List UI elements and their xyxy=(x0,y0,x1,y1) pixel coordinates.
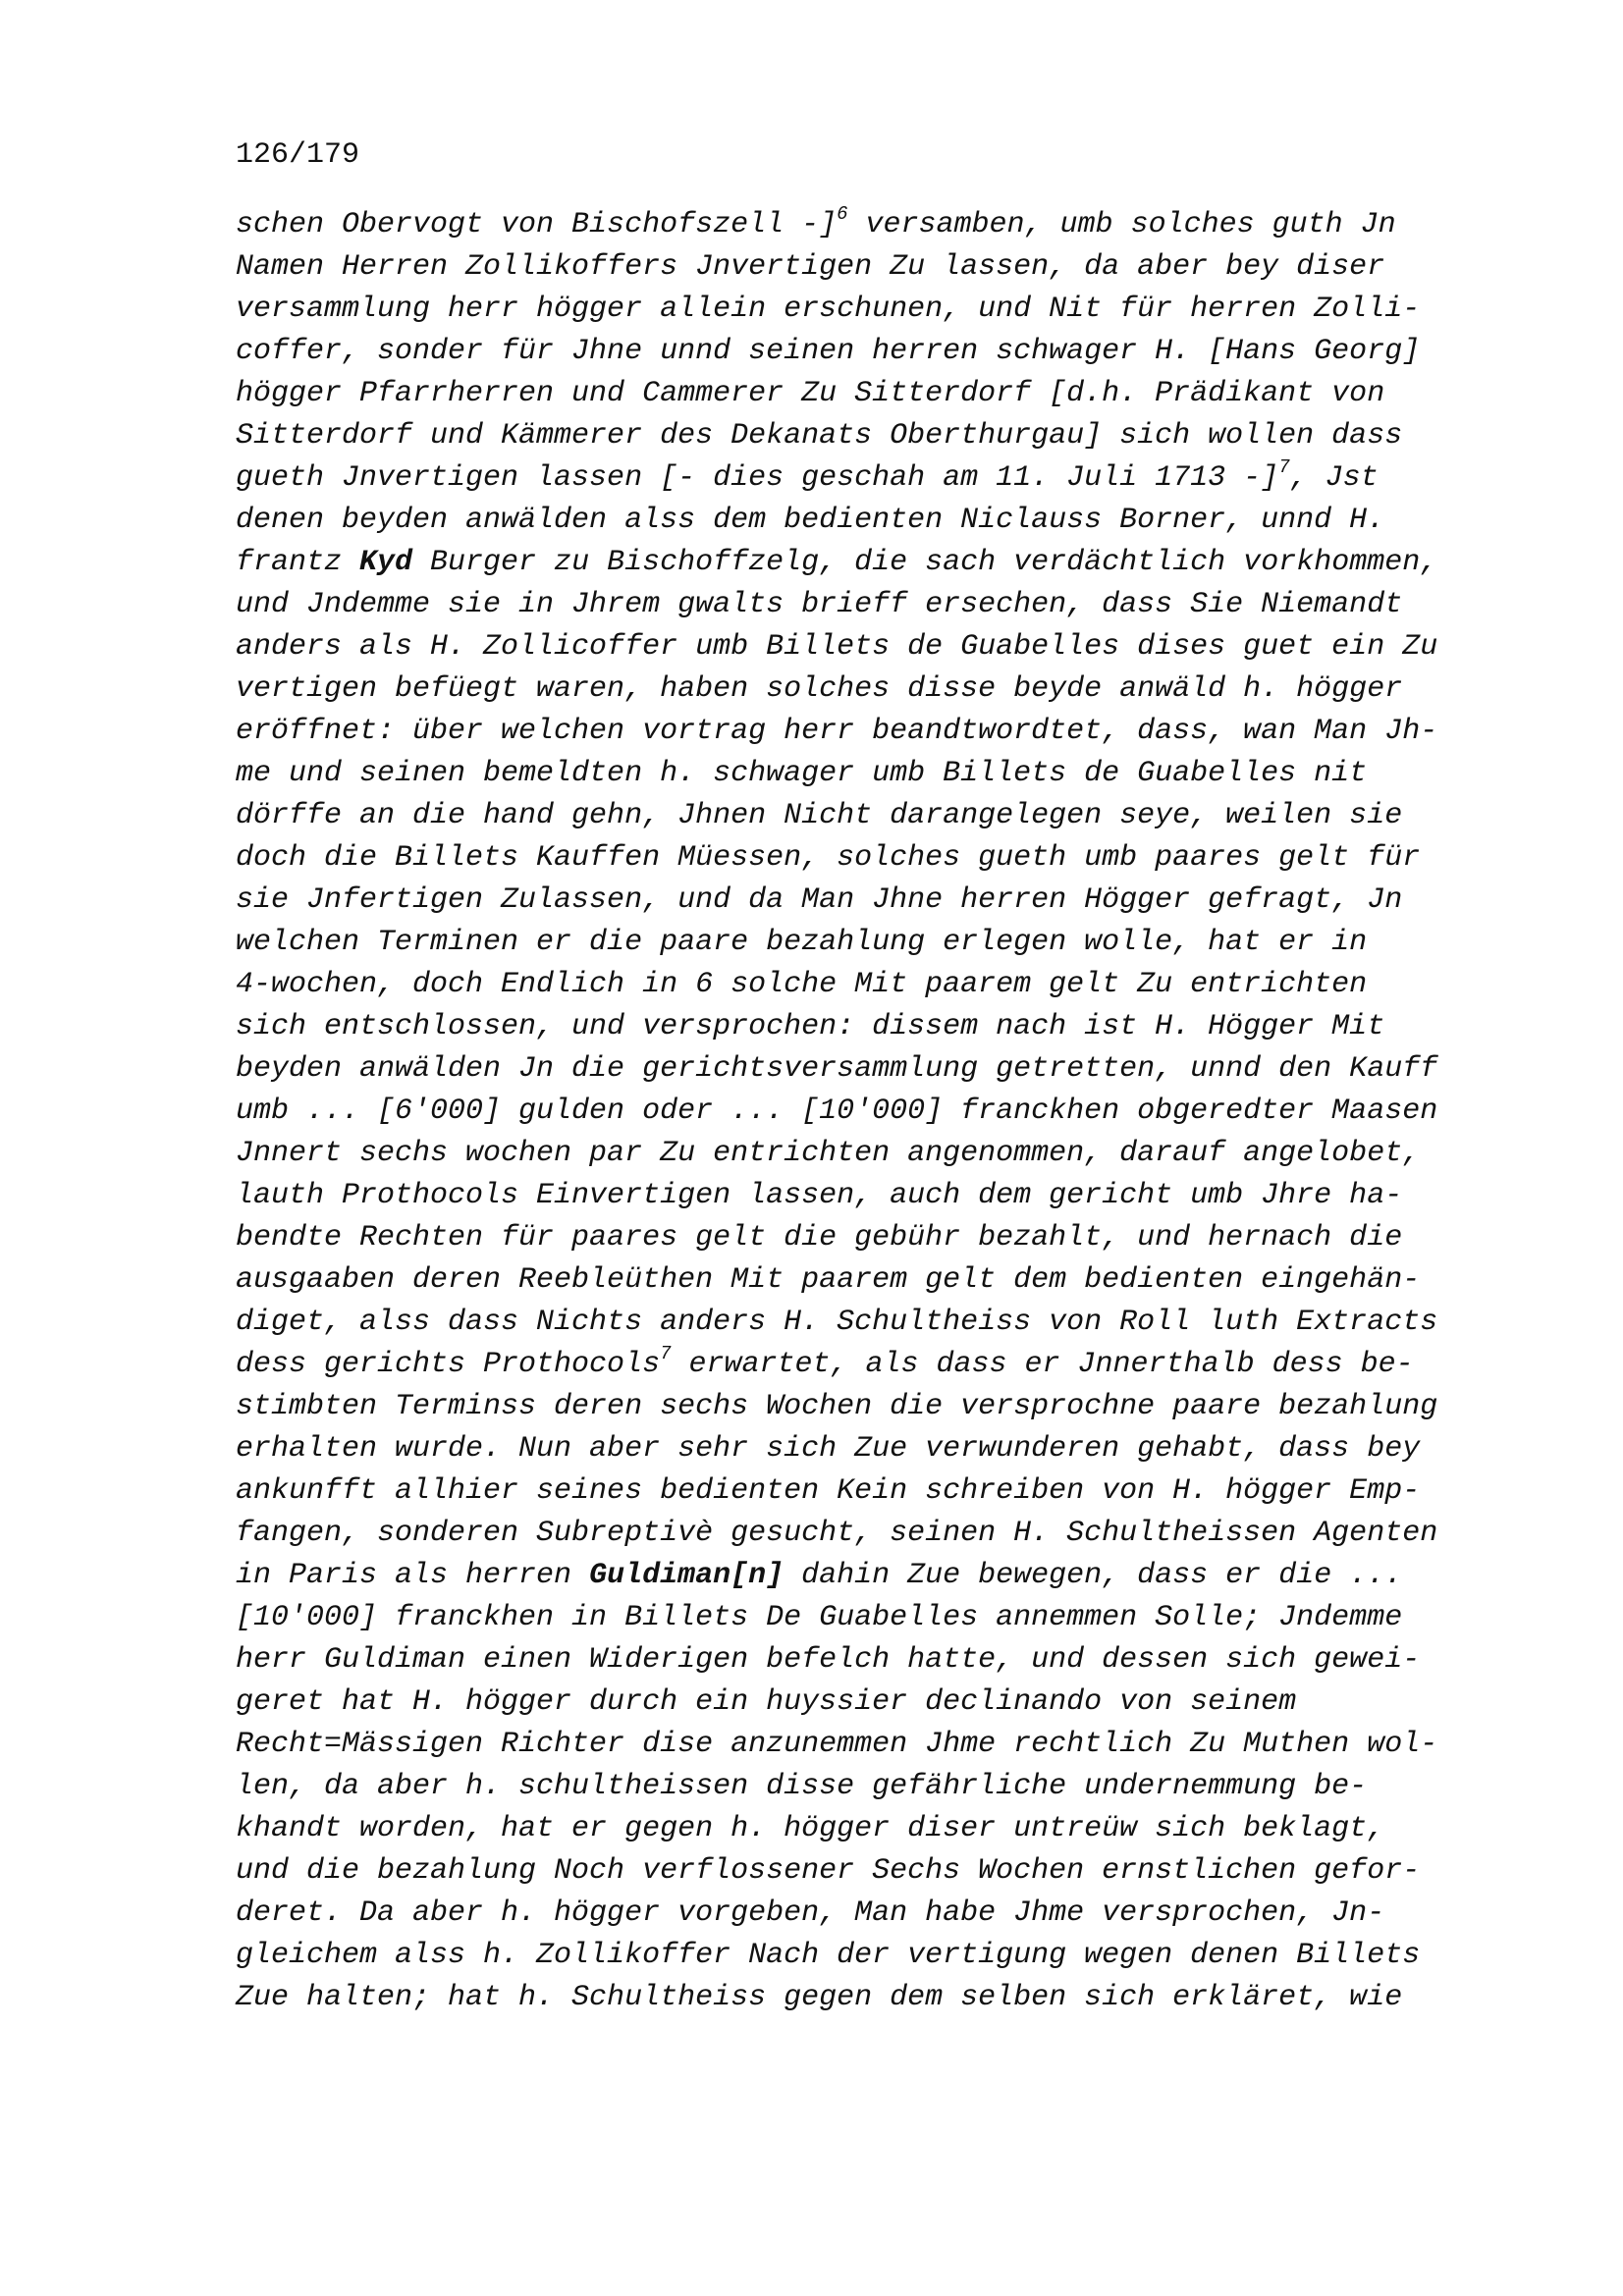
text-line: anders als H. Zollicoffer umb Billets de Guabelles dises guet ein Zu xyxy=(236,630,1438,664)
text-line: vertigen befüegt waren, haben solches disse beyde anwäld h. högger xyxy=(236,672,1403,706)
text-segment: versamben, umb solches guth Jn xyxy=(847,208,1396,241)
text-line: deret. Da aber h. högger vorgeben, Man habe Jhme versprochen, Jn- xyxy=(236,1896,1385,1930)
text-line xyxy=(236,457,1512,500)
text-line: 4-wochen, doch Endlich in 6 solche Mit paarem gelt Zu entrichten xyxy=(236,968,1368,1001)
text-line: Recht=Mässigen Richter dise anzunemmen Jhme rechtlich Zu Muthen wol- xyxy=(236,1728,1438,1761)
footnote-marker: 7 xyxy=(660,1343,672,1364)
text-line: herr Guldiman einen Widerigen befelch hatte, und dessen sich gewei- xyxy=(236,1643,1421,1677)
text-line xyxy=(236,204,1512,246)
text-line: und Jndemme sie in Jhrem gwalts brieff ersechen, dass Sie Niemandt xyxy=(236,588,1403,621)
text-segment: in Paris als herren xyxy=(236,1559,590,1592)
text-segment: schen Obervogt von Bischofszell -] xyxy=(236,208,838,241)
text-line: fangen, sonderen Subreptivè gesucht, seinen H. Schultheissen Agenten xyxy=(236,1517,1438,1550)
text-line: denen beyden anwälden alss dem bedienten Niclauss Borner, unnd H. xyxy=(236,504,1385,537)
text-line: sich entschlossen, und versprochen: dissem nach ist H. Högger Mit xyxy=(236,1010,1385,1043)
text-line: [10'000] franckhen in Billets De Guabelles annemmen Solle; Jndemme xyxy=(236,1601,1403,1634)
text-segment: erwartet, als dass er Jnnerthalb dess be- xyxy=(671,1348,1414,1381)
text-line: lauth Prothocols Einvertigen lassen, auch dem gericht umb Jhre ha- xyxy=(236,1179,1403,1212)
text-line: len, da aber h. schultheissen disse gefährliche undernemmung be- xyxy=(236,1770,1368,1803)
text-line: stimbten Terminss deren sechs Wochen die versprochne paare bezahlung xyxy=(236,1390,1438,1423)
text-line: beyden anwälden Jn die gerichtsversammlung getretten, unnd den Kauff xyxy=(236,1052,1438,1086)
text-line: Jnnert sechs wochen par Zu entrichten angenommen, darauf angelobet, xyxy=(236,1137,1421,1170)
text-line: sie Jnfertigen Zulassen, und da Man Jhne herren Högger gefragt, Jn xyxy=(236,883,1403,917)
text-line xyxy=(236,1344,1512,1386)
page-number: 126/179 xyxy=(236,138,360,172)
text-line: erhalten wurde. Nun aber sehr sich Zue verwunderen gehabt, dass bey xyxy=(236,1432,1421,1466)
footnote-marker: 7 xyxy=(1278,456,1290,478)
text-line xyxy=(236,1555,1512,1597)
text-line: diget, alss dass Nichts anders H. Schultheiss von Roll luth Extracts xyxy=(236,1306,1438,1339)
text-line: versammlung herr högger allein erschunen, und Nit für herren Zolli- xyxy=(236,293,1421,326)
text-line: bendte Rechten für paares gelt die gebühr bezahlt, und hernach die xyxy=(236,1221,1403,1255)
text-line: Namen Herren Zollikoffers Jnvertigen Zu lassen, da aber bey diser xyxy=(236,250,1385,284)
bold-name: Guldiman[n] xyxy=(589,1559,784,1592)
text-line: högger Pfarrherren und Cammerer Zu Sitterdorf [d.h. Prädikant von xyxy=(236,377,1385,410)
text-line: doch die Billets Kauffen Müessen, solches gueth umb paares gelt für xyxy=(236,841,1421,875)
text-segment: , Jst xyxy=(1289,461,1379,495)
footnote-marker: 6 xyxy=(837,203,848,225)
body-text xyxy=(236,204,1512,2019)
text-line xyxy=(236,542,1512,584)
text-segment: frantz xyxy=(236,546,360,579)
text-segment: dess gerichts Prothocols xyxy=(236,1348,661,1381)
text-line: geret hat H. högger durch ein huyssier declinando von seinem xyxy=(236,1685,1297,1719)
text-line: und die bezahlung Noch verflossener Sechs Wochen ernstlichen gefor- xyxy=(236,1854,1421,1888)
text-segment: gueth Jnvertigen lassen [- dies geschah am 11. Juli 1713 -] xyxy=(236,461,1279,495)
text-line: ausgaaben deren Reebleüthen Mit paarem gelt dem bedienten eingehän- xyxy=(236,1263,1421,1297)
text-line: dörffe an die hand gehn, Jhnen Nicht darangelegen seye, weilen sie xyxy=(236,799,1403,832)
text-line: gleichem alss h. Zollikoffer Nach der vertigung wegen denen Billets xyxy=(236,1939,1421,1972)
bold-name: Kyd xyxy=(359,546,413,579)
text-line: me und seinen bemeldten h. schwager umb Billets de Guabelles nit xyxy=(236,757,1368,790)
text-segment: Burger zu Bischoffzelg, die sach verdächtlich vorkhommen, xyxy=(412,546,1438,579)
text-line: Sitterdorf und Kämmerer des Dekanats Oberthurgau] sich wollen dass xyxy=(236,419,1403,453)
text-line: eröffnet: über welchen vortrag herr beandtwordtet, dass, wan Man Jh- xyxy=(236,715,1438,748)
text-line: umb ... [6'000] gulden oder ... [10'000] franckhen obgeredter Maasen xyxy=(236,1095,1438,1128)
text-line: ankunfft allhier seines bedienten Kein schreiben von H. högger Emp- xyxy=(236,1474,1421,1508)
text-line: welchen Terminen er die paare bezahlung erlegen wolle, hat er in xyxy=(236,926,1368,959)
text-line: Zue halten; hat h. Schultheiss gegen dem selben sich erkläret, wie xyxy=(236,1981,1403,2014)
text-line: coffer, sonder für Jhne unnd seinen herren schwager H. [Hans Georg] xyxy=(236,335,1421,368)
text-segment: dahin Zue bewegen, dass er die ... xyxy=(784,1559,1403,1592)
text-line: khandt worden, hat er gegen h. högger diser untreüw sich beklagt, xyxy=(236,1812,1385,1845)
